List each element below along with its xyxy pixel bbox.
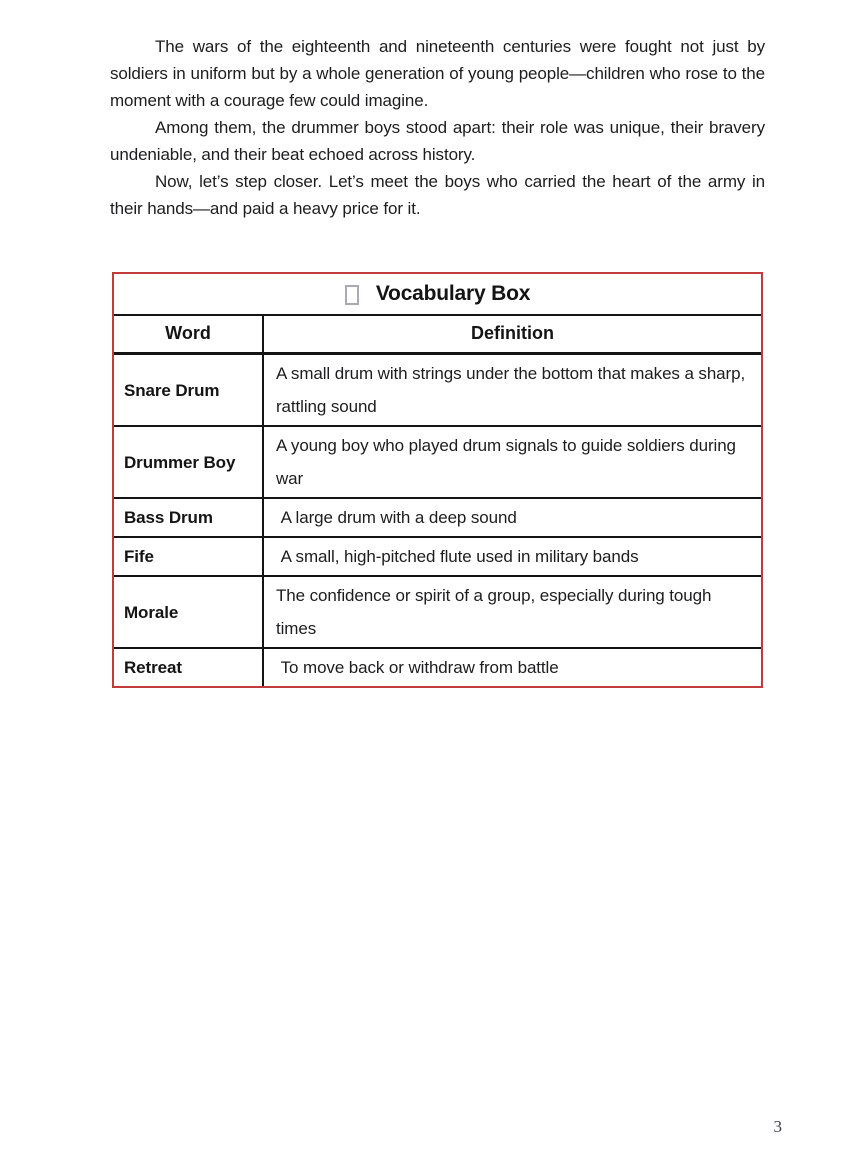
vocab-word-cell: Morale	[114, 577, 264, 647]
paragraph-3: Now, let’s step closer. Let’s meet the boys who carried the heart of the army in their hands—and paid a heavy price for it.	[110, 172, 765, 218]
body-text	[110, 33, 765, 222]
table-row	[114, 538, 761, 577]
vocab-title: Vocabulary Box	[375, 282, 531, 305]
vocab-word-cell: Fife	[114, 538, 264, 575]
vocab-word-cell: Snare Drum	[114, 355, 264, 425]
vocabulary-box-table	[112, 272, 763, 688]
vocab-definition-cell: A young boy who played drum signals to guide soldiers during war	[276, 436, 741, 488]
page-number: 3	[773, 1117, 782, 1136]
vocab-header-row	[114, 316, 761, 355]
paragraph-2: Among them, the drummer boys stood apart: their role was unique, their bravery undeniable, and their beat echoed across history.	[110, 118, 765, 164]
table-row	[114, 499, 761, 538]
vocab-definition-cell: To move back or withdraw from battle	[276, 658, 559, 677]
vocab-header-word: Word	[114, 316, 264, 352]
vocab-header-definition: Definition	[471, 323, 554, 343]
vocab-definition-cell: A small, high-pitched flute used in military bands	[276, 547, 639, 566]
vocab-title-row	[114, 274, 761, 316]
vocab-word-cell: Retreat	[114, 649, 264, 686]
table-row	[114, 649, 761, 686]
vocab-definition-cell: A large drum with a deep sound	[276, 508, 517, 527]
vocab-definition-cell: The confidence or spirit of a group, especially during tough times	[276, 586, 716, 638]
paragraph-1: The wars of the eighteenth and nineteenth centuries were fought not just by soldiers in uniform but by a whole generation of young people—children who rose to the moment with a courage few could imagine.	[110, 37, 765, 110]
table-row	[114, 577, 761, 649]
vocab-definition-cell: A small drum with strings under the bottom that makes a sharp, rattling sound	[276, 364, 750, 416]
table-row	[114, 355, 761, 427]
table-row	[114, 427, 761, 499]
vocab-word-cell: Drummer Boy	[114, 427, 264, 497]
vocab-word-cell: Bass Drum	[114, 499, 264, 536]
missing-glyph-icon	[345, 285, 359, 305]
